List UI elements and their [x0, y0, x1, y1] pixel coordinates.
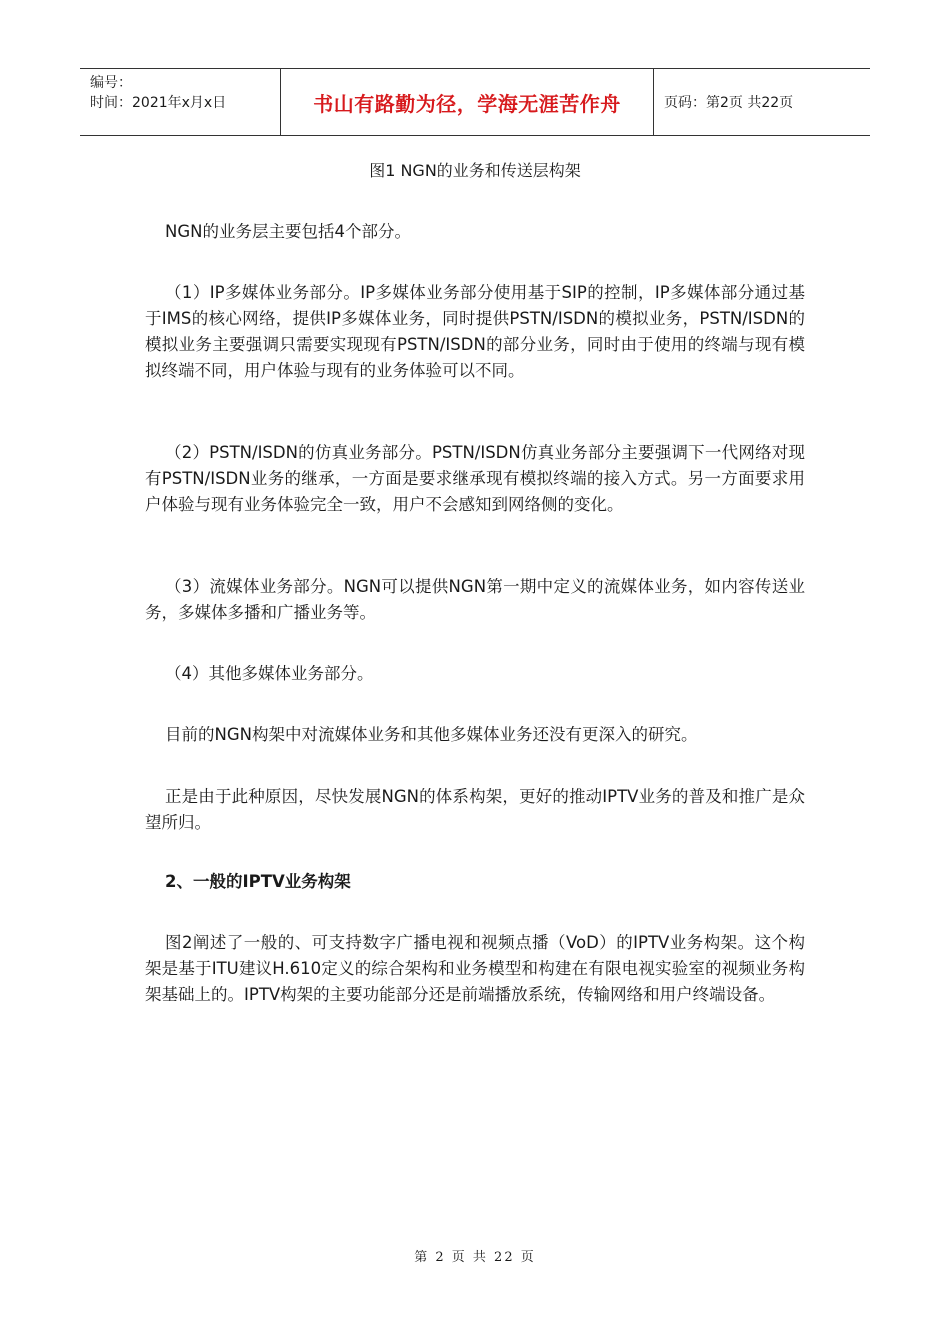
header-motto: 书山有路勤为径，学海无涯苦作舟	[281, 69, 654, 135]
document-date-label: 时间：2021年x月x日	[90, 95, 227, 111]
paragraph-section-body: 图2阐述了一般的、可支持数字广播电视和视频点播（VoD）的IPTV业务构架。这个构架是基于ITU建议H.610定义的综合架构和业务模型和构建在有限电视实验室的视频业务构架基础上的。IPTV构架的主要功能部分还是前端播放系统，传输网络和用户终端设备。	[145, 933, 805, 1004]
paragraph-item-3: （3）流媒体业务部分。NGN可以提供NGN第一期中定义的流媒体业务，如内容传送业务，多媒体多播和广播业务等。	[145, 577, 805, 622]
figure-caption: 图1 NGN的业务和传送层构架	[369, 161, 581, 180]
header-meta-cell	[80, 69, 281, 135]
page-footer: 第 2 页 共 22 页	[414, 1250, 536, 1265]
section-heading: 2、一般的IPTV业务构架	[165, 872, 351, 891]
paragraph-item-4: （4）其他多媒体业务部分。	[165, 664, 374, 683]
paragraph-conclusion: 正是由于此种原因，尽快发展NGN的体系构架，更好的推动IPTV业务的普及和推广是众望所归。	[145, 787, 805, 832]
paragraph-research-note: 目前的NGN构架中对流媒体业务和其他多媒体业务还没有更深入的研究。	[165, 725, 698, 744]
paragraph-item-2: （2）PSTN/ISDN的仿真业务部分。PSTN/ISDN仿真业务部分主要强调下一代网络对现有PSTN/ISDN业务的继承，一方面是要求继承现有模拟终端的接入方式。另一方面要求用户体验与现有业务体验完全一致，用户不会感知到网络侧的变化。	[145, 443, 805, 514]
header-page-number: 页码：第2页 共22页	[664, 95, 794, 111]
paragraph-intro: NGN的业务层主要包括4个部分。	[165, 222, 411, 241]
page-header-table	[80, 68, 870, 136]
paragraph-item-1: （1）IP多媒体业务部分。IP多媒体业务部分使用基于SIP的控制，IP多媒体部分通过基于IMS的核心网络，提供IP多媒体业务，同时提供PSTN/ISDN的模拟业务，PSTN/ISDN的模拟业务主要强调只需要实现现有PSTN/ISDN的部分业务，同时由于使用的终端与现有模拟终端不同，用户体验与现有的业务体验可以不同。	[145, 283, 805, 380]
document-number-label: 编号：	[90, 75, 132, 91]
